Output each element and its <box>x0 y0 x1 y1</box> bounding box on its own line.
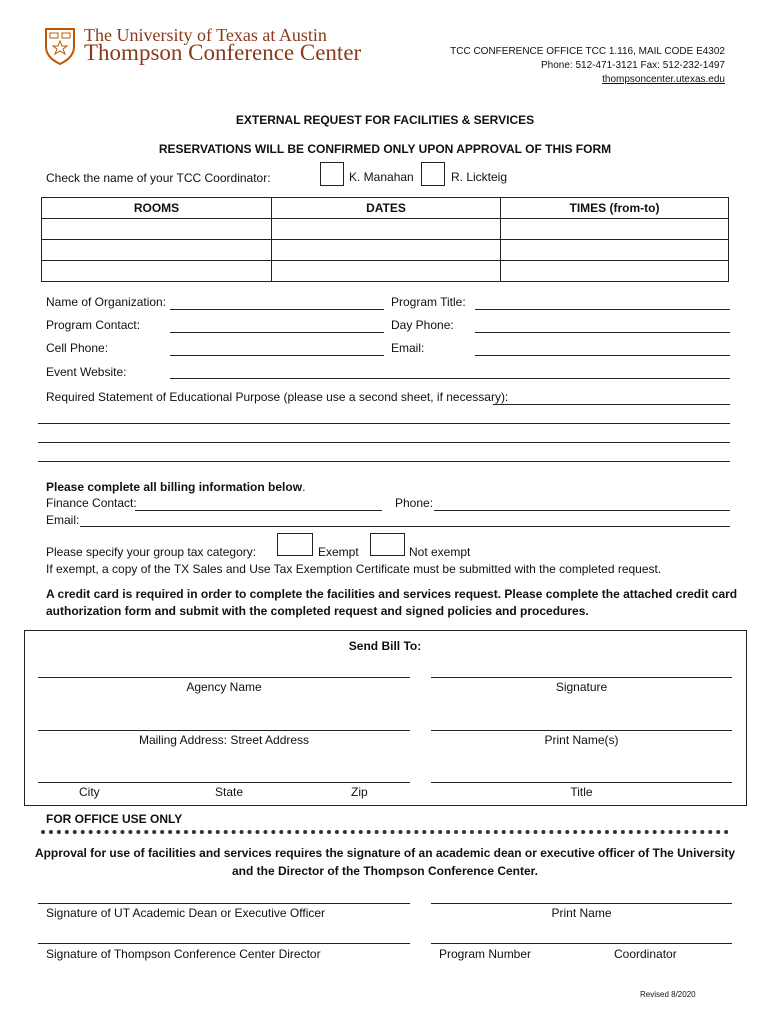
signature-label: Signature <box>555 680 608 694</box>
header-dates: DATES <box>272 198 501 219</box>
date-cell[interactable] <box>272 240 501 261</box>
finance-contact-label: Finance Contact: <box>46 496 137 510</box>
print-names-field[interactable] <box>431 730 732 731</box>
email-label: Email: <box>391 341 425 355</box>
statement-field-line-4[interactable] <box>38 461 730 462</box>
program-number-label: Program Number <box>439 947 532 961</box>
header-rooms: ROOMS <box>42 198 272 219</box>
day-phone-label: Day Phone: <box>391 318 454 332</box>
table-header-row <box>42 198 729 219</box>
dean-signature-label: Signature of UT Academic Dean or Executive Officer <box>46 906 326 920</box>
exempt-label: Exempt <box>318 545 359 559</box>
statement-label: Required Statement of Educational Purpose (please use a second sheet, if necessary): <box>46 390 509 404</box>
coordinator-option-lickteig: R. Lickteig <box>451 170 508 184</box>
statement-field-line-3[interactable] <box>38 442 730 443</box>
office-use-divider <box>41 830 729 834</box>
mailing-address-field[interactable] <box>38 730 410 731</box>
room-cell[interactable] <box>42 219 272 240</box>
send-bill-box <box>24 630 747 806</box>
logo-university-name: The University of Texas at Austin <box>84 25 327 45</box>
zip-label: Zip <box>351 785 368 799</box>
print-name-field[interactable] <box>431 903 732 904</box>
not-exempt-label: Not exempt <box>409 545 471 559</box>
checkbox-not-exempt[interactable] <box>370 533 405 556</box>
mailing-address-label: Mailing Address: Street Address <box>138 733 310 747</box>
coordinator-field-label: Coordinator <box>614 947 677 961</box>
agency-name-label: Agency Name <box>186 680 262 694</box>
date-cell[interactable] <box>272 261 501 282</box>
credit-card-note-line-2: authorization form and submit with the completed request and signed policies and procedures. <box>46 604 589 618</box>
dean-signature-field[interactable] <box>38 903 410 904</box>
approval-note-line-2: and the Director of the Thompson Conference Center. <box>231 864 539 878</box>
room-cell[interactable] <box>42 240 272 261</box>
credit-card-note-line-1: A credit card is required in order to complete the facilities and services request. Please complete the attached credit card <box>46 587 738 601</box>
coordinator-label: Check the name of your TCC Coordinator: <box>46 171 271 185</box>
approval-note-line-1: Approval for use of facilities and services requires the signature of an academic dean or executive officer of The University <box>34 846 735 860</box>
billing-heading: Please complete all billing information below. <box>46 480 306 494</box>
tax-category-label: Please specify your group tax category: <box>46 545 257 559</box>
billing-phone-label: Phone: <box>395 496 434 510</box>
table-row <box>42 240 729 261</box>
title-field[interactable] <box>431 782 732 783</box>
program-number-field[interactable] <box>431 943 732 944</box>
time-cell[interactable] <box>501 219 729 240</box>
header-times: TIMES (from-to) <box>501 198 729 219</box>
coordinator-option-manahan: K. Manahan <box>349 170 414 184</box>
cell-phone-field[interactable] <box>170 355 384 356</box>
state-label: State <box>215 785 244 799</box>
office-address: TCC CONFERENCE OFFICE TCC 1.116, MAIL CODE E4302 <box>450 46 725 57</box>
table-row <box>42 261 729 282</box>
ut-shield-icon <box>44 27 76 65</box>
director-signature-field[interactable] <box>38 943 410 944</box>
date-cell[interactable] <box>272 219 501 240</box>
print-name-label: Print Name <box>551 906 612 920</box>
time-cell[interactable] <box>501 240 729 261</box>
program-title-label: Program Title: <box>391 295 466 309</box>
event-website-field[interactable] <box>170 378 730 379</box>
org-name-label: Name of Organization: <box>46 295 167 309</box>
statement-field-line-1[interactable] <box>493 404 730 405</box>
finance-contact-field[interactable] <box>135 510 382 511</box>
program-contact-label: Program Contact: <box>46 318 141 332</box>
time-cell[interactable] <box>501 261 729 282</box>
send-bill-title: Send Bill To: <box>348 639 422 653</box>
office-website-link[interactable]: thompsoncenter.utexas.edu <box>602 74 725 85</box>
statement-field-line-2[interactable] <box>38 423 730 424</box>
billing-email-label: Email: <box>46 513 80 527</box>
form-subtitle: RESERVATIONS WILL BE CONFIRMED ONLY UPON APPROVAL OF THIS FORM <box>158 142 612 156</box>
rooms-table <box>41 197 729 282</box>
event-website-label: Event Website: <box>46 365 127 379</box>
checkbox-exempt[interactable] <box>277 533 313 556</box>
billing-phone-field[interactable] <box>434 510 730 511</box>
email-field[interactable] <box>475 355 730 356</box>
form-title: EXTERNAL REQUEST FOR FACILITIES & SERVICES <box>235 113 535 127</box>
director-signature-label: Signature of Thompson Conference Center Director <box>46 947 321 961</box>
org-name-field[interactable] <box>170 309 384 310</box>
program-contact-field[interactable] <box>170 332 384 333</box>
exempt-note: If exempt, a copy of the TX Sales and Use Tax Exemption Certificate must be submitted with the completed request. <box>46 562 662 576</box>
revised-date: Revised 8/2020 <box>640 990 696 999</box>
agency-name-field[interactable] <box>38 677 410 678</box>
signature-field[interactable] <box>431 677 732 678</box>
program-title-field[interactable] <box>475 309 730 310</box>
day-phone-field[interactable] <box>475 332 730 333</box>
checkbox-manahan[interactable] <box>320 162 344 186</box>
cell-phone-label: Cell Phone: <box>46 341 109 355</box>
office-phone: Phone: 512-471-3121 Fax: 512-232-1497 <box>540 60 725 71</box>
table-row <box>42 219 729 240</box>
checkbox-lickteig[interactable] <box>421 162 445 186</box>
title-label: Title <box>570 785 593 799</box>
city-state-zip-field[interactable] <box>38 782 410 783</box>
office-use-heading: FOR OFFICE USE ONLY <box>46 812 183 826</box>
billing-email-field[interactable] <box>80 526 730 527</box>
room-cell[interactable] <box>42 261 272 282</box>
city-label: City <box>79 785 100 799</box>
logo-center-name: Thompson Conference Center <box>84 40 362 65</box>
print-names-label: Print Name(s) <box>544 733 619 747</box>
